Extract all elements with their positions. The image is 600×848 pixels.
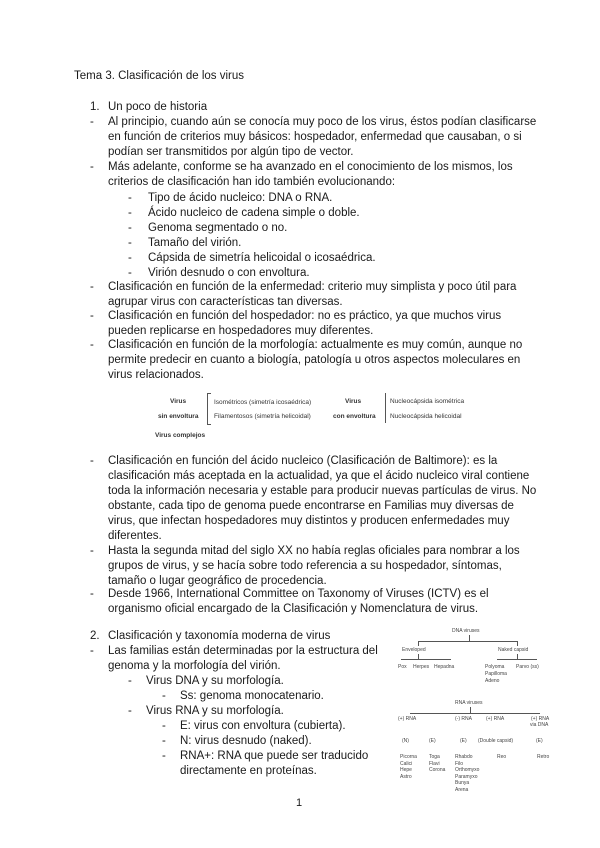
- rna-virus-item: Virus RNA y su morfología.: [146, 705, 284, 717]
- rna-group-1: (+) RNA: [398, 716, 417, 722]
- tree-line: [401, 659, 451, 660]
- rna-plus-definition: RNA+: RNA que puede ser traducido directamente en proteínas.: [180, 750, 369, 777]
- bullet-dash: -: [90, 116, 94, 128]
- section-2-number: 2.: [90, 630, 100, 642]
- section-1-heading: Un poco de historia: [108, 101, 208, 113]
- bullet-dash: -: [162, 720, 166, 732]
- rna-list-2: Toga Flavi Corona: [429, 754, 446, 773]
- rna-tree-root: RNA viruses: [455, 700, 483, 706]
- paragraph-families: Las familias están determinadas por la estructura del genoma y la morfología del virión.: [108, 645, 378, 672]
- fig-isometricos: Isométricos (simetría icosaédrica): [214, 399, 312, 406]
- rna-list-3: Rhabdo Filo Orthomyxo Paramyxo Bunya Arena: [455, 754, 480, 793]
- criterion-item: Genoma segmentado o no.: [148, 222, 288, 234]
- dna-parvo: Parvo (ss): [516, 664, 539, 670]
- tree-line: [418, 641, 518, 642]
- bullet-dash: -: [162, 690, 166, 702]
- rna-group-4-via: via DNA: [530, 722, 549, 728]
- e-definition: E: virus con envoltura (cubierta).: [180, 720, 346, 732]
- section-1-number: 1.: [90, 101, 100, 113]
- rna-group-4: (+) RNA: [531, 716, 550, 722]
- dna-herpes: Herpes: [413, 664, 430, 670]
- bullet-dash: -: [128, 675, 132, 687]
- rna-class-e: (E): [429, 738, 436, 744]
- rna-class-e-2: (E): [460, 738, 467, 744]
- criterion-item: Tipo de ácido nucleico: DNA o RNA.: [148, 192, 333, 204]
- bullet-dash: -: [90, 588, 94, 600]
- paragraph-early-classification: Al principio, cuando aún se conocía muy poco de los virus, éstos podían clasificarse en función de criterios muy básicos: hospedador, enfermedad que causaban, o si podían ser transmitidos por algún tipo de vector.: [108, 116, 537, 158]
- bracket-top: [207, 393, 211, 394]
- ss-definition: Ss: genoma monocatenario.: [180, 690, 324, 702]
- rna-class-e-3: (E): [536, 738, 543, 744]
- criterion-item: Tamaño del virión.: [148, 237, 242, 249]
- rna-class-n: (N): [402, 738, 409, 744]
- paragraph-ictv: Desde 1966, International Committee on Taxonomy of Viruses (ICTV) es el organismo oficial encargado de la Clasificación y Nomenclatura de virus.: [108, 588, 489, 615]
- fig-nucleocapsida-helicoidal: Nucleocápsida helicoidal: [390, 413, 462, 420]
- bullet-dash: -: [162, 750, 166, 762]
- tree-line: [497, 659, 537, 660]
- bullet-dash: -: [90, 645, 94, 657]
- tree-line: [517, 641, 518, 646]
- fig-con-envoltura: con envoltura: [333, 413, 376, 420]
- fig-nucleocapsida-isometrica: Nucleocápsida isométrica: [390, 398, 465, 405]
- bullet-dash: -: [90, 281, 94, 293]
- dna-naked-families: Polyoma Papilloma Adeno: [485, 664, 507, 684]
- fig-virus-complejos: Virus complejos: [155, 432, 206, 439]
- rna-list-1: Picorna Calici Hepe Astro: [400, 754, 417, 780]
- bracket-bottom: [207, 424, 211, 425]
- rna-group-2: (-) RNA: [455, 716, 472, 722]
- paragraph-disease-criterion: Clasificación en función de la enfermedad: criterio muy simplista y poco útil para agrupar virus con características tan diversas.: [108, 281, 517, 308]
- bracket-left: [207, 393, 208, 425]
- bullet-dash: -: [90, 545, 94, 557]
- rna-group-3: (+) RNA: [486, 716, 505, 722]
- fig-virus-label: Virus: [170, 398, 187, 405]
- bullet-dash: -: [90, 455, 94, 467]
- fig-virus-label-2: Virus: [345, 398, 362, 405]
- rna-retro: Retro: [537, 754, 550, 760]
- rna-double-capsid: (Double capsid): [478, 738, 514, 744]
- fig-filamentosos: Filamentosos (simetría helicoidal): [214, 413, 311, 420]
- n-definition: N: virus desnudo (naked).: [180, 735, 312, 747]
- paragraph-later-criteria: Más adelante, conforme se ha avanzado en el conocimiento de los mismos, los criterios de clasificación han ido también evolucionando:: [108, 161, 513, 188]
- tree-line: [410, 713, 540, 714]
- dna-virus-item: Virus DNA y su morfología.: [146, 675, 284, 687]
- dna-naked: Naked capsid: [498, 647, 529, 653]
- criterion-item: Cápsida de simetría helicoidal o icosaédrica.: [148, 252, 376, 264]
- bullet-dash: -: [128, 705, 132, 717]
- criteria-sublist: - Tipo de ácido nucleico: DNA o RNA. - Ácido nucleico de cadena simple o doble. - Genoma segmentado o no. - Tamaño del virión. - Cápsida de simetría helicoidal o icosaédrica. - Virión desnudo o con envoltura.: [128, 192, 376, 279]
- dna-pox: Pox: [398, 664, 407, 670]
- bullet-dash: -: [90, 339, 94, 351]
- bullet-dash: -: [90, 161, 94, 173]
- bullet-dash: -: [162, 735, 166, 747]
- page-title: Tema 3. Clasificación de los virus: [74, 70, 245, 82]
- bracket-left-2: [385, 393, 386, 423]
- section-2-heading: Clasificación y taxonomía moderna de virus: [108, 630, 331, 642]
- criterion-item: Ácido nucleico de cadena simple o doble.: [148, 207, 360, 219]
- bullet-dash: -: [90, 310, 94, 322]
- criterion-item: Virión desnudo o con envoltura.: [148, 267, 310, 279]
- paragraph-host-criterion: Clasificación en función del hospedador: no es práctico, ya que muchos virus pueden replicarse en hospedadores muy diferentes.: [108, 310, 502, 337]
- tree-line: [418, 641, 419, 646]
- dna-tree-root: DNA viruses: [452, 628, 480, 634]
- paragraph-baltimore: Clasificación en función del ácido nucleico (Clasificación de Baltimore): es la clasificación más aceptada en la actualidad, ya que el ácido nucleico viral contiene toda la información necesaria y estable para producir nuevas partículas de virus. No obstante, cada tipo de genoma puede encontrarse en Familias muy diversas de virus, que infectan hospedadores muy distintos y producen enfermedades muy diferentes.: [108, 455, 537, 542]
- paragraph-morphology-criterion: Clasificación en función de la morfología: actualmente es muy común, aunque no permite predecir en cuanto a biología, patología u otros aspectos moleculares en virus relacionados.: [108, 339, 523, 381]
- rna-reo: Reo: [497, 754, 507, 760]
- paragraph-naming-rules: Hasta la segunda mitad del siglo XX no había reglas oficiales para nombrar a los grupos de virus, y se hacía sobre todo referencia a su hospedador, síntomas, tamaño o lugar geográfico de procedencia.: [108, 545, 520, 587]
- dna-hepadna: Hepadna: [434, 664, 455, 670]
- page-number: 1: [296, 797, 303, 809]
- fig-sin-envoltura: sin envoltura: [158, 413, 199, 420]
- dna-enveloped: Enveloped: [402, 647, 426, 653]
